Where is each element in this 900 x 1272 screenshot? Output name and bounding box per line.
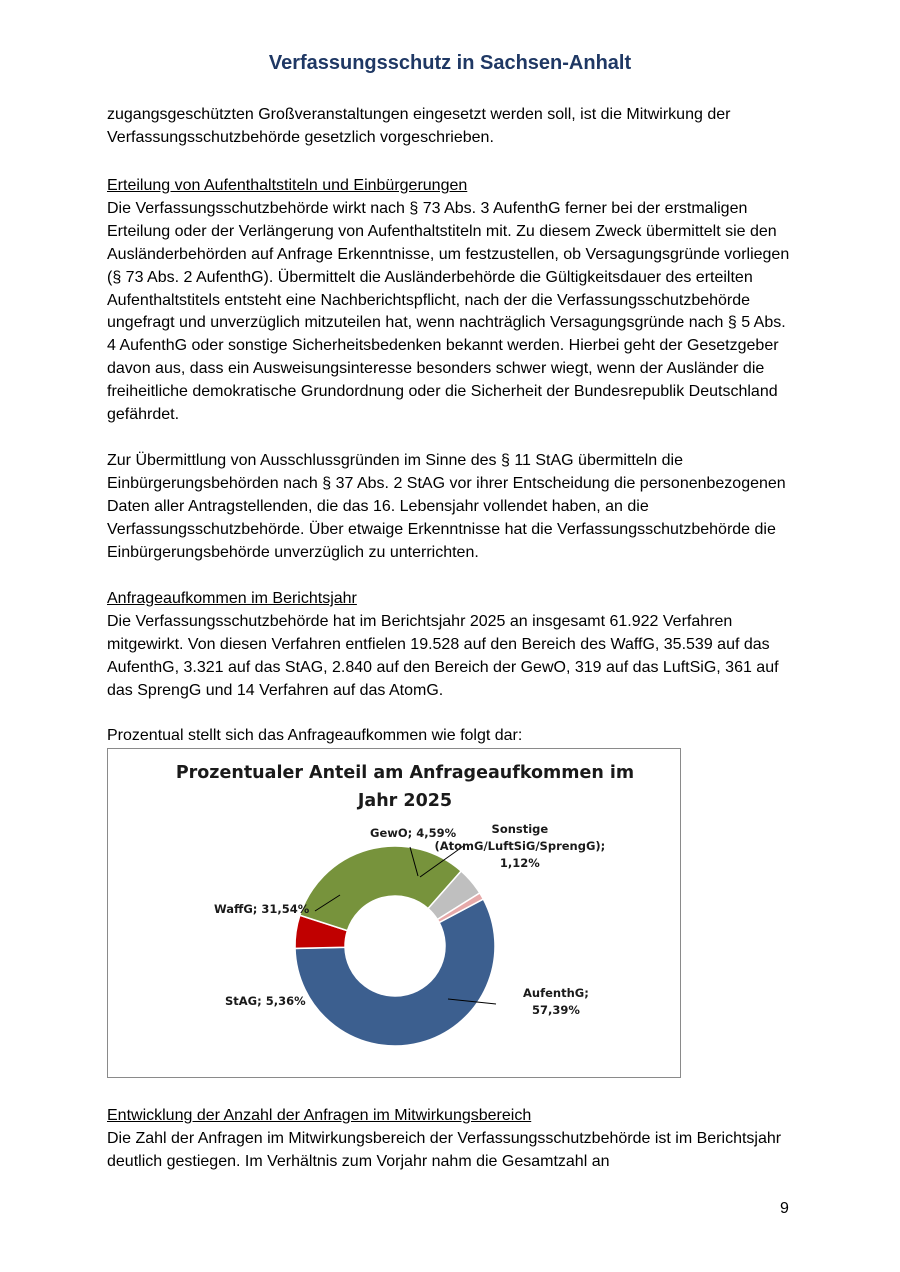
paragraph-einbuergerung: Zur Übermittlung von Ausschlussgründen im Sinne des § 11 StAG übermitteln die Einbürgerungsbehörden nach § 37 Abs. 2 StAG vor ihrer Entscheidung die personenbezogenen Daten aller Antragstellenden, die das 16. Lebensjahr vollendet haben, an die Verfassungsschutzbehörde. Über etwaige Erkenntnisse hat die Verfassungsschutzbehörde die Einbürgerungsbehörde unverzüglich zu unterrichten. — [107, 452, 786, 561]
intro-paragraph: zugangsgeschützten Großveranstaltungen eingesetzt werden soll, ist die Mitwirkung der Verfassungsschutzbehörde gesetzlich vorgeschrieben. — [107, 106, 731, 146]
data-label-line: StAG; 5,36% — [225, 994, 306, 1008]
chart-title-line-2: Jahr 2025 — [357, 791, 453, 811]
data-label-line: GewO; 4,59% — [370, 826, 457, 840]
donut-chart-graphic — [108, 749, 680, 1077]
section-einbuergerung — [107, 450, 797, 565]
paragraph-anfrage: Die Verfassungsschutzbehörde hat im Berichtsjahr 2025 an insgesamt 61.922 Verfahren mitgewirkt. Von diesen Verfahren entfielen 19.528 auf den Bereich des WaffG, 35.539 auf das AufenthG, 3.321 auf das StAG, 2.840 auf den Bereich der GewO, 319 auf das LuftSiG, 361 auf das SprengG und 14 Verfahren auf das AtomG. — [107, 612, 779, 699]
page-number: 9 — [780, 1200, 789, 1217]
donut-chart — [107, 748, 681, 1078]
intro-paragraph-block — [107, 104, 797, 150]
chart-intro-text: Prozentual stellt sich das Anfrageaufkommen wie folgt dar: — [107, 727, 523, 744]
data-label-line: WaffG; 31,54% — [214, 902, 310, 916]
section-heading-anfrage: Anfrageaufkommen im Berichtsjahr — [107, 590, 357, 607]
data-label-line: Sonstige — [491, 822, 549, 836]
chart-intro-block — [107, 725, 797, 748]
section-entwicklung — [107, 1105, 797, 1174]
section-aufenthalt — [107, 175, 797, 427]
data-label-sonstige — [435, 821, 606, 872]
data-label-line: AufenthG; — [523, 986, 589, 1000]
data-label-stag — [225, 993, 306, 1010]
paragraph-entwicklung: Die Zahl der Anfragen im Mitwirkungsbereich der Verfassungsschutzbehörde ist im Berichtsjahr deutlich gestiegen. Im Verhältnis zum Vorjahr nahm die Gesamtzahl an — [107, 1129, 782, 1170]
data-label-line: 1,12% — [499, 856, 540, 870]
data-label-waffg — [214, 901, 309, 918]
data-label-line: (AtomG/LuftSiG/SprengG); — [434, 839, 606, 853]
paragraph-aufenthalt: Die Verfassungsschutzbehörde wirkt nach § 73 Abs. 3 AufenthG ferner bei der erstmaligen Erteilung oder der Verlängerung von Aufenthaltstiteln mit. Zu diesem Zweck übermittelt sie den Ausländerbehörden auf Anfrage Erkenntnisse, um festzustellen, ob Versagungsgründe vorliegen (§ 73 Abs. 2 AufenthG). Übermittelt die Ausländerbehörde die Gültigkeitsdauer des erteilten Aufenthaltstitels entsteht eine Nachberichtspflicht, nach der die Verfassungsschutzbehörde ungefragt und unverzüglich mitzuteilen hat, wenn nachträglich Versagungsgründe nach § 5 Abs. 4 AufenthG oder sonstige Sicherheitsbedenken bekannt werden. Hierbei geht der Gesetzgeber davon aus, dass ein Ausweisungsinteresse besonders schwer wiegt, wenn der Ausländer die freiheitliche demokratische Grundordnung oder die Sicherheit der Bundesrepublik Deutschland gefährdet. — [107, 199, 790, 424]
chart-title-line-1: Prozentualer Anteil am Anfrageaufkommen im — [175, 763, 635, 783]
data-label-line: 57,39% — [531, 1003, 580, 1017]
data-label-aufenthg — [523, 985, 589, 1019]
page-header-title: Verfassungsschutz in Sachsen-Anhalt — [268, 52, 632, 74]
section-heading-aufenthalt: Erteilung von Aufenthaltstiteln und Einbürgerungen — [107, 177, 468, 194]
section-heading-entwicklung: Entwicklung der Anzahl der Anfragen im Mitwirkungsbereich — [107, 1107, 532, 1124]
section-anfrage — [107, 588, 797, 703]
